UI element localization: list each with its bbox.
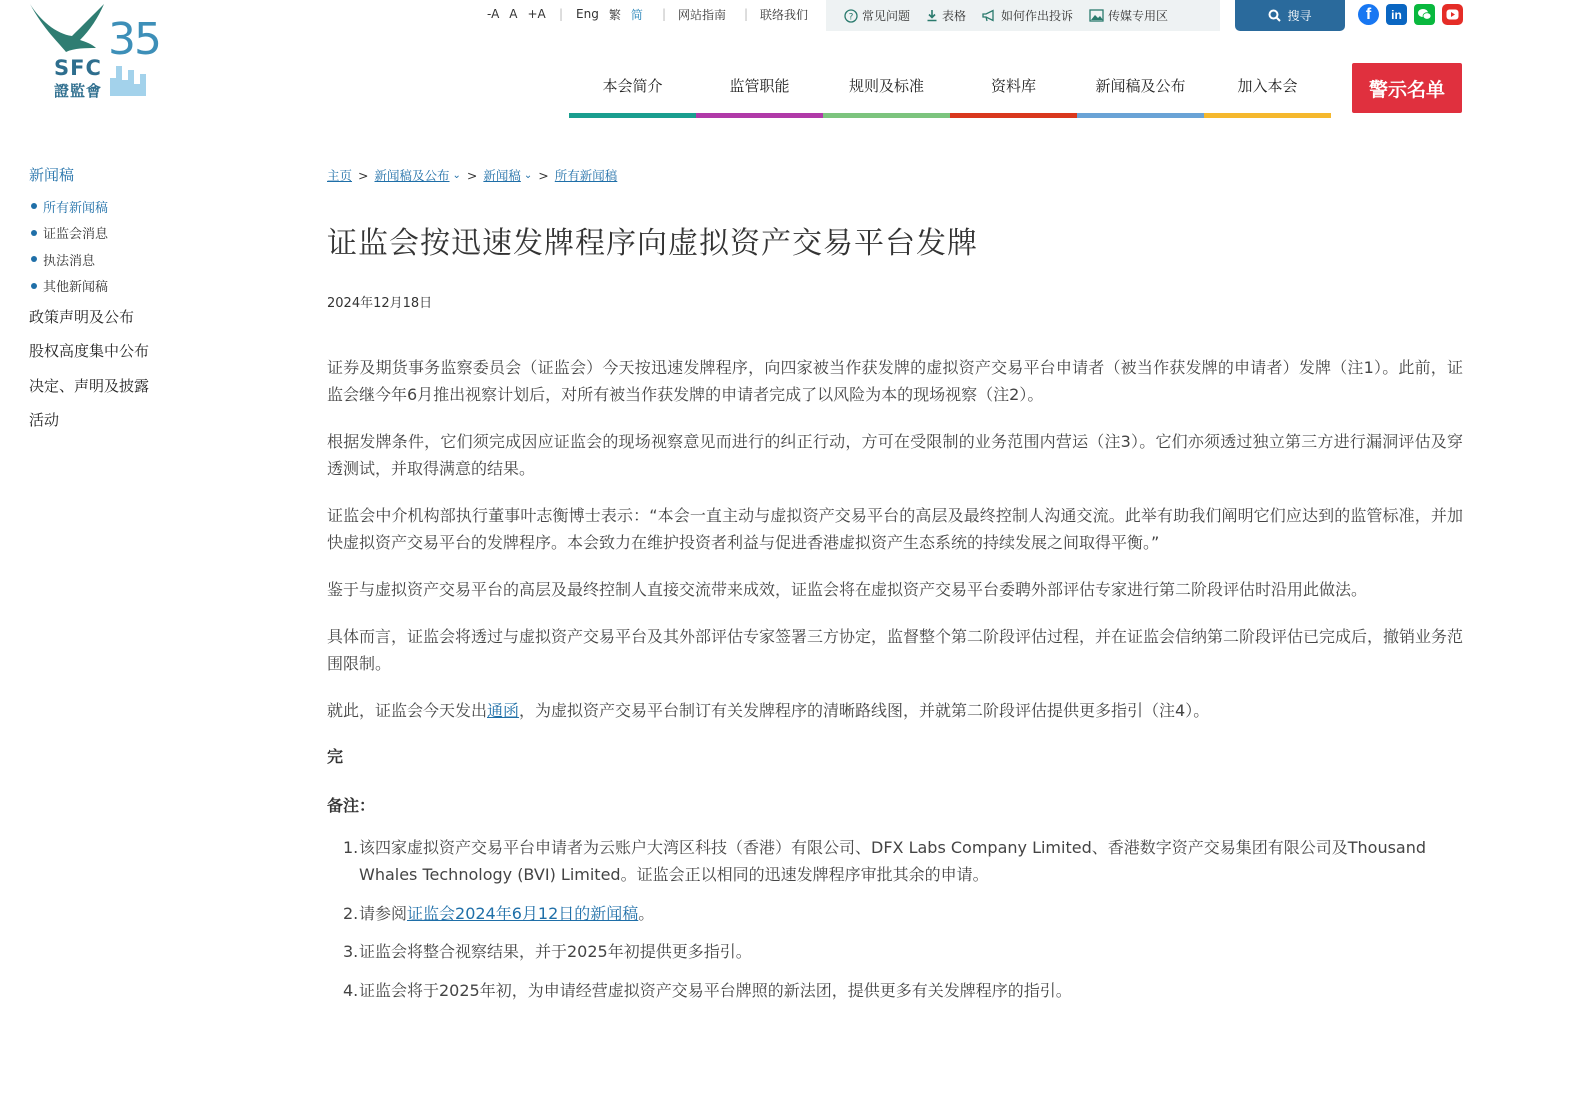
- nav-regulatory[interactable]: 监管职能: [696, 62, 823, 118]
- social-links: [1358, 4, 1463, 25]
- linkedin-icon[interactable]: in: [1386, 4, 1407, 25]
- paragraph-text: 就此，证监会今天发出: [327, 701, 488, 720]
- note-number: 1.: [343, 838, 359, 857]
- logo-chinese-name: 證監會: [54, 82, 103, 100]
- sidebar-item-other-news[interactable]: [29, 273, 269, 300]
- wechat-icon[interactable]: [1414, 4, 1435, 25]
- note-text-part: 请参阅: [359, 903, 408, 923]
- sidebar-item-all-news[interactable]: [29, 193, 269, 220]
- anniversary-number: 35: [108, 14, 160, 65]
- article-paragraph-3: 证监会中介机构部执行董事叶志衡博士表示：“本会一直主动与虚拟资产交易平台的高层及最终控制人沟通交流。此举有助我们阐明它们应达到的监管标准，并加快虚拟资产交易平台的发牌程序。本会致力在维护投资者利益与促进香港虚拟资产生态系统的持续发展之间取得平衡。”: [327, 506, 1463, 552]
- sidebar-item-shareholding[interactable]: 股权高度集中公布: [29, 342, 150, 361]
- font-size-controls: [487, 4, 546, 24]
- complaint-link[interactable]: [982, 7, 1073, 24]
- nav-rules[interactable]: 规则及标准: [823, 62, 950, 118]
- note-number: 2.: [343, 903, 359, 923]
- forms-link[interactable]: [926, 7, 966, 24]
- faq-link[interactable]: [844, 7, 910, 24]
- note-item: [327, 938, 1463, 965]
- circular-link[interactable]: 通函: [487, 701, 520, 720]
- sidebar-item-enforcement-news[interactable]: [29, 246, 269, 273]
- sfc-logo[interactable]: [26, 0, 166, 104]
- divider: |: [662, 7, 667, 21]
- search-icon: [1268, 9, 1281, 22]
- contact-link[interactable]: 联络我们: [760, 7, 809, 22]
- sidebar-item-label: 执法消息: [43, 253, 96, 269]
- font-increase-button[interactable]: +A: [527, 7, 546, 21]
- lang-tc-link[interactable]: 繁: [608, 7, 621, 22]
- bullet-icon: [31, 203, 37, 209]
- nav-resources[interactable]: 资料库: [950, 62, 1077, 118]
- breadcrumb-separator: >: [466, 167, 478, 183]
- language-switcher: [576, 4, 643, 24]
- search-label: 搜寻: [1287, 9, 1312, 23]
- facebook-icon[interactable]: f: [1358, 4, 1379, 25]
- sidebar-item-events[interactable]: 活动: [29, 411, 60, 430]
- paragraph-text: ，为虚拟资产交易平台制订有关发牌程序的清晰路线图，并就第二阶段评估提供更多指引（注4）。: [519, 701, 1210, 720]
- note-number: 4.: [343, 980, 359, 1000]
- sidebar: [29, 164, 269, 437]
- breadcrumb-separator: >: [358, 167, 369, 183]
- breadcrumb-all-news[interactable]: 所有新闻稿: [554, 168, 618, 183]
- lang-sc-link[interactable]: 简: [630, 7, 643, 22]
- main-navigation: [569, 62, 1331, 118]
- publish-date: 2024年12月18日: [327, 296, 433, 311]
- faq-label: 常见问题: [862, 9, 911, 23]
- note-number: 3.: [343, 942, 359, 961]
- font-decrease-button[interactable]: -A: [487, 7, 500, 21]
- nav-join[interactable]: 加入本会: [1204, 62, 1331, 118]
- breadcrumb-news-announcements[interactable]: 新闻稿及公布: [374, 168, 450, 183]
- quick-links-bar: [826, 0, 1220, 31]
- end-mark: 完: [327, 747, 344, 766]
- bullet-icon: [31, 256, 37, 262]
- breadcrumb: [327, 164, 1463, 186]
- article-paragraph-4: 鉴于与虚拟资产交易平台的高层及最终控制人直接交流带来成效，证监会将在虚拟资产交易平台委聘外部评估专家进行第二阶段评估时沿用此做法。: [327, 580, 1368, 599]
- divider: |: [559, 7, 564, 21]
- svg-text:?: ?: [848, 12, 854, 22]
- press-release-link[interactable]: 证监会2024年6月12日的新闻稿: [407, 903, 639, 923]
- lang-en-link[interactable]: Eng: [576, 7, 599, 21]
- image-icon: [1089, 9, 1104, 22]
- sidebar-sub-list: [29, 193, 269, 299]
- nav-news[interactable]: 新闻稿及公布: [1077, 62, 1204, 118]
- chevron-down-icon[interactable]: ⌄: [523, 169, 533, 181]
- question-circle-icon: [844, 9, 858, 23]
- nav-about[interactable]: 本会简介: [569, 62, 696, 118]
- article-paragraph-6: [327, 697, 1463, 724]
- chevron-down-icon[interactable]: ⌄: [452, 169, 461, 181]
- breadcrumb-separator: >: [538, 167, 549, 183]
- note-text: 证监会将整合视察结果，并于2025年初提供更多指引。: [359, 942, 752, 961]
- sidebar-item-label: 证监会消息: [43, 227, 109, 243]
- forms-label: 表格: [942, 9, 967, 23]
- note-text: [359, 900, 654, 927]
- notes-list: [327, 834, 1463, 1004]
- article-paragraph-2: 根据发牌条件，它们须完成因应证监会的现场视察意见而进行的纠正行动，方可在受限制的业务范围内营运（注3）。它们亦须透过独立第三方进行漏洞评估及穿透测试，并取得满意的结果。: [327, 432, 1463, 478]
- alert-list-button[interactable]: 警示名单: [1352, 63, 1462, 113]
- bullet-icon: [31, 230, 37, 236]
- sidebar-item-decisions[interactable]: 决定、声明及披露: [29, 376, 150, 395]
- search-button[interactable]: [1235, 0, 1345, 31]
- sitemap-link[interactable]: 网站指南: [678, 7, 727, 22]
- breadcrumb-news[interactable]: 新闻稿: [483, 168, 521, 183]
- note-text: 证监会将于2025年初，为申请经营虚拟资产交易平台牌照的新法团，提供更多有关发牌程序的指引。: [359, 980, 1072, 1000]
- media-link[interactable]: [1089, 7, 1168, 24]
- sidebar-item-label: 其他新闻稿: [43, 280, 109, 296]
- note-item: [327, 900, 1463, 927]
- note-item: [327, 834, 1463, 888]
- youtube-icon[interactable]: [1442, 4, 1463, 25]
- article-paragraph-5: 具体而言，证监会将透过与虚拟资产交易平台及其外部评估专家签署三方协定，监督整个第二阶段评估过程，并在证监会信纳第二阶段评估已完成后，撤销业务范围限制。: [327, 627, 1464, 673]
- divider: |: [744, 7, 749, 21]
- sidebar-item-label: 所有新闻稿: [43, 200, 109, 216]
- note-text: 该四家虚拟资产交易平台申请者为云账户大湾区科技（香港）有限公司、DFX Labs Company Limited、香港数字资产交易集团有限公司及Thousand Whales Technology (BVI) Limited。证监会正以相同的迅速发牌程序审批其余的申请。: [359, 838, 1427, 884]
- breadcrumb-home[interactable]: 主页: [327, 168, 353, 183]
- logo-sfc-text: SFC: [54, 56, 102, 80]
- note-item: [327, 977, 1463, 1004]
- notes-heading: 备注：: [327, 796, 376, 815]
- font-normal-button[interactable]: A: [509, 7, 518, 21]
- sidebar-item-sfc-news[interactable]: [29, 220, 269, 247]
- main-content: [327, 164, 1463, 1015]
- media-label: 传媒专用区: [1108, 9, 1169, 23]
- bullet-icon: [31, 283, 37, 289]
- page-title: 证监会按迅速发牌程序向虚拟资产交易平台发牌: [327, 226, 978, 261]
- complaint-label: 如何作出投诉: [1001, 9, 1074, 23]
- megaphone-icon: [982, 9, 997, 22]
- download-icon: [926, 9, 938, 22]
- article-paragraph-1: 证券及期货事务监察委员会（证监会）今天按迅速发牌程序，向四家被当作获发牌的虚拟资产交易平台申请者（被当作获发牌的申请者）发牌（注1）。此前，证监会继今年6月推出视察计划后，对所有被当作获发牌的申请者完成了以风险为本的现场视察（注2）。: [327, 358, 1463, 404]
- sidebar-item-policy[interactable]: 政策声明及公布: [29, 307, 135, 326]
- note-text-part: 。: [638, 903, 655, 923]
- sidebar-heading-news[interactable]: 新闻稿: [29, 166, 75, 184]
